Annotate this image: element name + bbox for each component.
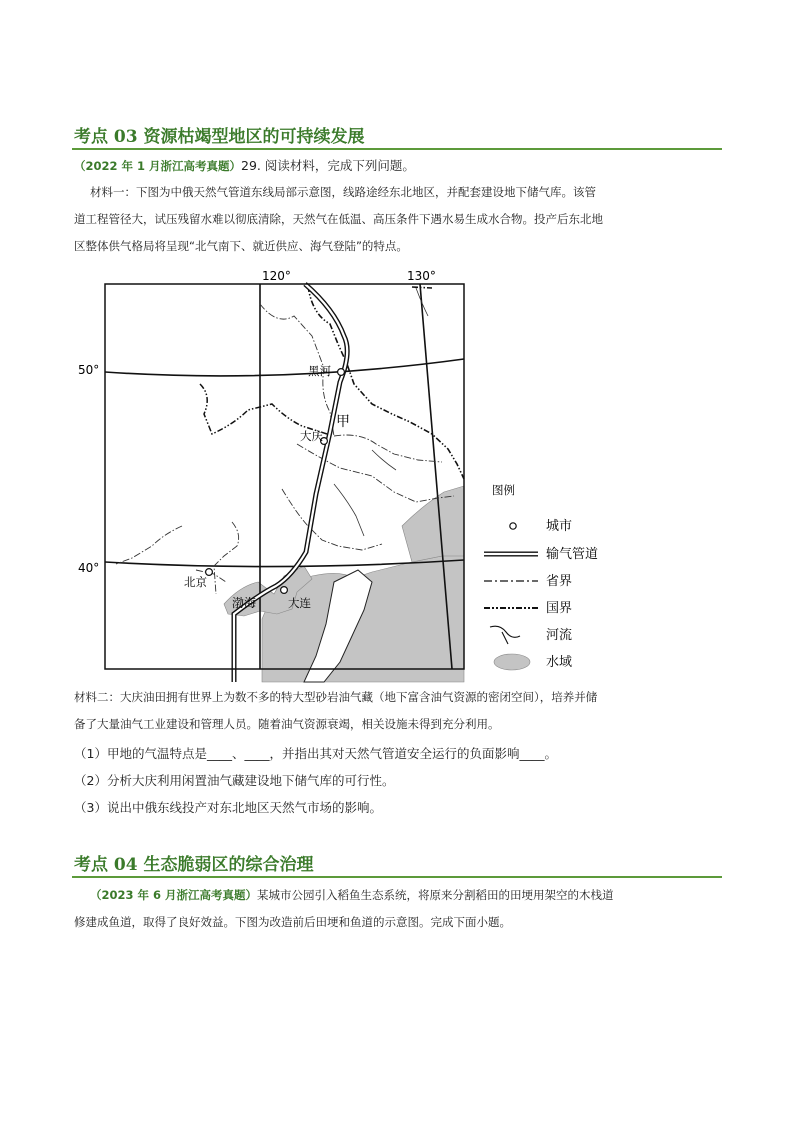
material2-line-2: 备了大量油气工业建设和管理人员。随着油气资源衰竭，相关设施未得到充分利用。: [74, 717, 500, 731]
label-heihe: 黑河: [308, 364, 331, 378]
label-jia: 甲: [336, 414, 350, 430]
lat-label-40: 40°: [78, 561, 100, 575]
lon-label-120: 120°: [262, 269, 291, 283]
exam-source: （2022 年 1 月浙江高考真题）: [74, 159, 242, 173]
section-divider-2: [72, 876, 722, 878]
question-header: [74, 152, 415, 180]
exam-source-2: （2023 年 6 月浙江高考真题）: [90, 888, 258, 902]
legend-city: 城市: [546, 519, 573, 534]
pipeline-map-figure: [72, 264, 632, 684]
city-marker-heihe: [338, 369, 345, 376]
legend-city-icon: [510, 523, 516, 529]
question-intro: 29. 阅读材料，完成下列问题。: [241, 158, 415, 173]
section2-line-2: 修建成鱼道，取得了良好效益。下图为改造前后田埂和鱼道的示意图。完成下面小题。: [74, 915, 511, 929]
pipeline-map: [72, 264, 632, 684]
province-boundaries: [116, 304, 454, 594]
national-border-line-2: [200, 384, 327, 434]
legend-water-icon: [494, 654, 530, 670]
lon-label-130: 130°: [407, 269, 436, 283]
legend-pipeline: 输气管道: [546, 547, 599, 562]
legend-river: 河流: [546, 628, 573, 643]
material1-line-1: 材料一：下图为中俄天然气管道东线局部示意图，线路途经东北地区，并配套建设地下储气库。该管: [90, 185, 596, 199]
material1-line-2: 道工程管径大，试压残留水难以彻底清除，天然气在低温、高压条件下遇水易生成水合物。投产后东北地: [74, 212, 603, 226]
section-title-03: 考点 03 资源枯竭型地区的可持续发展: [74, 127, 365, 147]
parallel-50: [105, 359, 464, 376]
legend-border: 国界: [546, 601, 573, 616]
legend-water: 水域: [546, 655, 573, 670]
label-dalian: 大连: [288, 596, 311, 610]
rivers: [334, 288, 428, 536]
question-2: （2）分析大庆利用闲置油气藏建设地下储气库的可行性。: [74, 773, 395, 788]
map-legend: [484, 483, 598, 670]
material1-line-3: 区整体供气格局将呈现“北气南下、就近供应、海气登陆”的特点。: [74, 239, 408, 253]
city-marker-dalian: [281, 587, 288, 594]
label-beijing: 北京: [184, 575, 207, 589]
question-1: （1）甲地的气温特点是____、____，并指出其对天然气管道安全运行的负面影响____。: [74, 746, 557, 761]
material2-line-1: 材料二：大庆油田拥有世界上为数不多的特大型砂岩油气藏（地下富含油气资源的密闭空间），培养并储: [74, 690, 598, 704]
label-bohai: 渤海: [232, 596, 257, 610]
section-divider: [72, 148, 722, 150]
legend-province: 省界: [546, 574, 573, 589]
legend-title: 图例: [492, 483, 515, 497]
lat-label-50: 50°: [78, 363, 100, 377]
section2-line-1: [90, 882, 614, 909]
section2-text-1: 某城市公园引入稻鱼生态系统，将原来分割稻田的田埂用架空的木栈道: [257, 888, 614, 902]
legend-river-icon: [490, 626, 520, 644]
question-3: （3）说出中俄东线投产对东北地区天然气市场的影响。: [74, 800, 382, 815]
sea-of-japan-water: [402, 486, 464, 562]
label-daqing: 大庆: [300, 429, 323, 443]
section-title-04: 考点 04 生态脆弱区的综合治理: [74, 855, 314, 875]
